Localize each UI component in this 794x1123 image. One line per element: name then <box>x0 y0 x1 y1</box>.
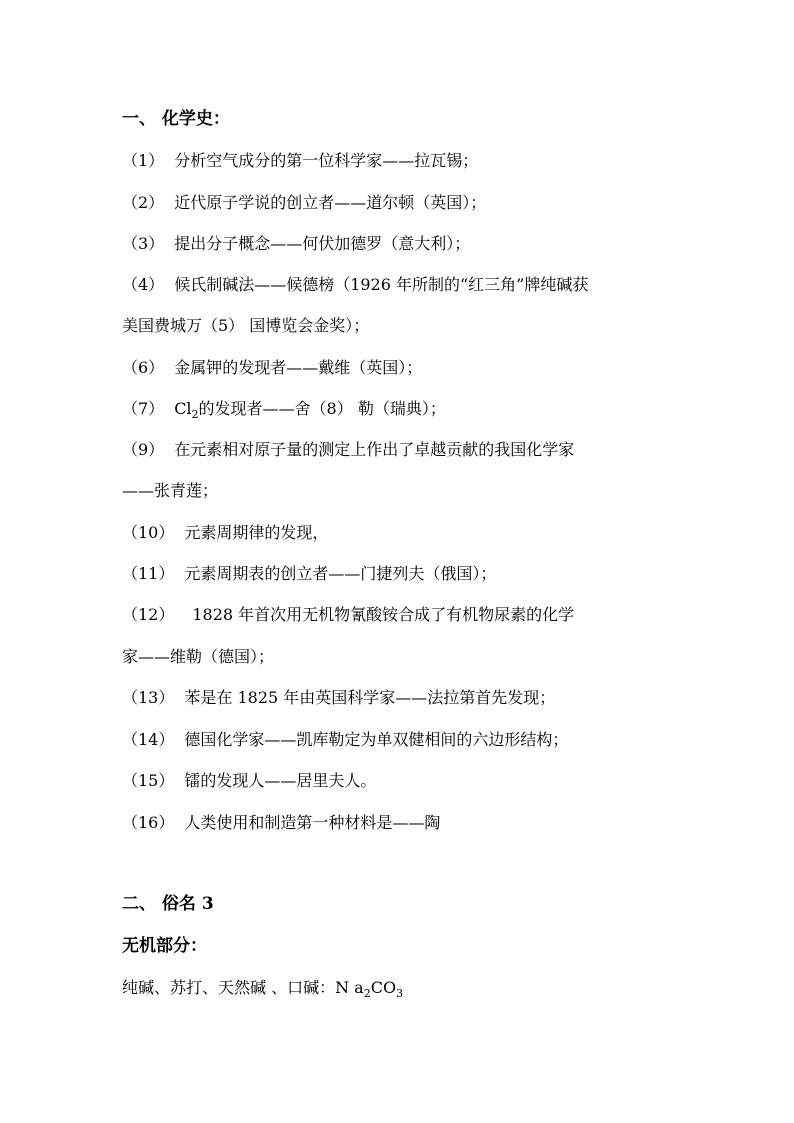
item-number: （4） <box>122 275 165 294</box>
item-number: （13） <box>122 688 175 707</box>
formula-symbol: Cl <box>174 399 192 418</box>
list-item <box>122 233 682 255</box>
list-item <box>122 274 682 296</box>
list-item <box>122 687 682 709</box>
item-text: 的发现者——舍（8） 勒（瑞典）； <box>198 399 446 418</box>
list-item <box>122 150 682 172</box>
item-number: （6） <box>122 358 165 377</box>
item-number: （11） <box>122 564 175 583</box>
item-number: （3） <box>122 234 165 253</box>
item-number: （15） <box>122 771 175 790</box>
item-number: （12） <box>122 605 175 624</box>
item-text: 元素周期律的发现， <box>184 523 329 542</box>
section2-subheading: 无机部分： <box>122 936 207 956</box>
list-item <box>122 563 682 585</box>
section2-heading: 二、 俗名 3 <box>122 894 214 914</box>
list-item <box>122 770 682 792</box>
item-text: 人类使用和制造第一种材料是——陶 <box>184 813 441 832</box>
item-text: 提出分子概念——何伏加德罗（意大利）； <box>174 234 471 253</box>
item-number: （14） <box>122 730 175 749</box>
item-text: 美国费城万（5） 国博览会金奖）； <box>122 316 370 335</box>
item-number: （16） <box>122 813 175 832</box>
item-number: （2） <box>122 193 165 212</box>
chemical-formula <box>174 399 199 422</box>
item-number: （1） <box>122 151 165 170</box>
list-item <box>122 522 682 544</box>
formula-subscript: 2 <box>191 408 199 422</box>
item-text: 在元素相对原子量的测定上作出了卓越贡献的我国化学家 <box>174 440 575 459</box>
list-item <box>122 357 682 379</box>
list-item-continuation <box>122 646 682 668</box>
list-item <box>122 439 682 461</box>
item-text: 家——维勒（德国）； <box>122 647 275 666</box>
item-text: 元素周期表的创立者——门捷列夫（俄国）； <box>184 564 497 583</box>
list-item <box>122 729 682 751</box>
item-number: （7） <box>122 399 165 418</box>
list-item-continuation <box>122 315 682 337</box>
chemical-formula <box>335 978 404 1001</box>
formula-subscript: 3 <box>396 987 404 1001</box>
formula-part: CO <box>370 978 397 997</box>
item-text: 金属钾的发现者——戴维（英国）； <box>174 358 423 377</box>
item-number: （9） <box>122 440 165 459</box>
item-text: 1828 年首次用无机物氰酸铵合成了有机物尿素的化学 <box>192 605 575 624</box>
item-text: 候氏制碱法——候德榜（1926 年所制的“红三角”牌纯碱获 <box>174 275 589 294</box>
item-text: 镭的发现人——居里夫人。 <box>184 771 377 790</box>
formula-part: N a <box>335 978 364 997</box>
item-number: （10） <box>122 523 175 542</box>
list-item <box>122 812 682 834</box>
list-item-continuation <box>122 480 682 502</box>
section1-heading: 一、 化学史： <box>122 109 230 129</box>
list-item <box>122 604 682 626</box>
item-text: 苯是在 1825 年由英国科学家——法拉第首先发现； <box>184 688 556 707</box>
item-text: 分析空气成分的第一位科学家——拉瓦锡； <box>174 151 479 170</box>
formula-subscript: 2 <box>363 987 371 1001</box>
list-item <box>122 192 682 214</box>
item-text: 德国化学家——凯库勒定为单双健相间的六边形结构； <box>184 730 569 749</box>
list-item <box>122 398 682 420</box>
item-text: 纯碱、苏打、天然碱 、口碱： <box>122 978 336 997</box>
paragraph-line <box>122 977 682 999</box>
item-text: 近代原子学说的创立者——道尔顿（英国）； <box>174 193 487 212</box>
item-text: ——张青莲； <box>122 481 219 500</box>
